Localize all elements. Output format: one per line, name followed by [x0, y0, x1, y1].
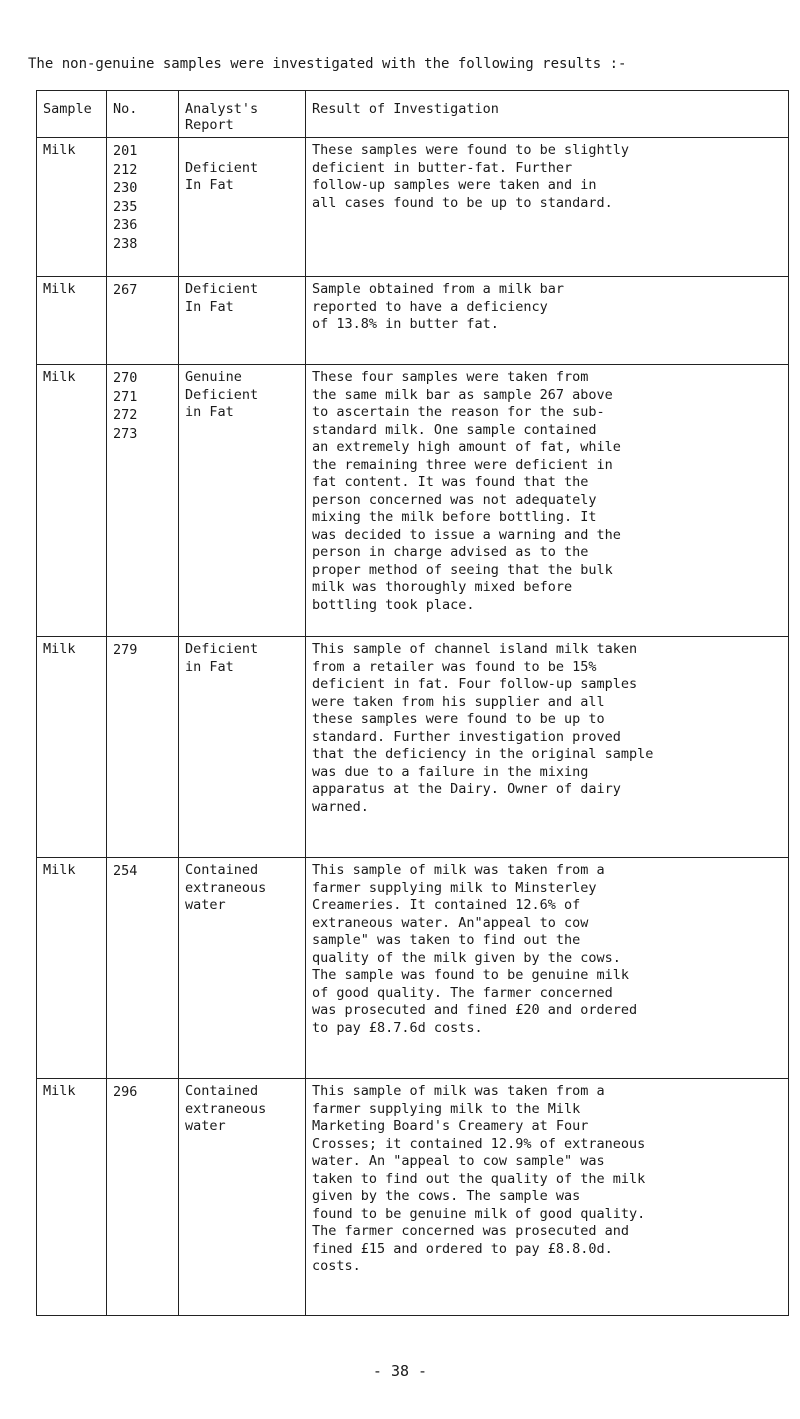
- table-row: [37, 138, 789, 277]
- intro-text: The non-genuine samples were investigated with the following results :-: [28, 56, 627, 72]
- cell-result: Sample obtained from a milk bar reported to have a deficiency of 13.8% in butter fat.: [306, 277, 789, 365]
- table-header-row: [37, 91, 789, 138]
- header-no: No.: [107, 91, 179, 138]
- table-row: [37, 277, 789, 365]
- cell-sample: Milk: [37, 365, 107, 637]
- cell-no: 254: [107, 858, 179, 1079]
- table-row: [37, 858, 789, 1079]
- header-sample: Sample: [37, 91, 107, 138]
- cell-sample: Milk: [37, 277, 107, 365]
- cell-report: Genuine Deficient in Fat: [179, 365, 306, 637]
- cell-result: This sample of milk was taken from a farmer supplying milk to the Milk Marketing Board's Creamery at Four Crosses; it contained 12.9% of extraneous water. An "appeal to cow sample" was taken to find out the quality of the milk given by the cows. The sample was found to be genuine milk of good quality. The farmer concerned was prosecuted and fined £15 and ordered to pay £8.8.0d. costs.: [306, 1079, 789, 1316]
- table-row: [37, 637, 789, 858]
- cell-sample: Milk: [37, 637, 107, 858]
- cell-result: These samples were found to be slightly deficient in butter-fat. Further follow-up samples were taken and in all cases found to be up to standard.: [306, 138, 789, 277]
- table-row: [37, 1079, 789, 1316]
- cell-report: Deficient In Fat: [179, 138, 306, 277]
- cell-sample: Milk: [37, 1079, 107, 1316]
- cell-no: 201 212 230 235 236 238: [107, 138, 179, 277]
- cell-report: Contained extraneous water: [179, 858, 306, 1079]
- cell-report: Deficient In Fat: [179, 277, 306, 365]
- cell-result: These four samples were taken from the same milk bar as sample 267 above to ascertain the reason for the sub- standard milk. One sample contained an extremely high amount of fat, while the remaining three were deficient in fat content. It was found that the person concerned was not adequately mixing the milk before bottling. It was decided to issue a warning and the person in charge advised as to the proper method of seeing that the bulk milk was thoroughly mixed before bottling took place.: [306, 365, 789, 637]
- cell-report: Contained extraneous water: [179, 1079, 306, 1316]
- page-number: - 38 -: [372, 1362, 428, 1380]
- cell-report: Deficient in Fat: [179, 637, 306, 858]
- cell-sample: Milk: [37, 138, 107, 277]
- cell-no: 296: [107, 1079, 179, 1316]
- cell-sample: Milk: [37, 858, 107, 1079]
- cell-no: 279: [107, 637, 179, 858]
- results-table: [36, 90, 789, 1316]
- cell-result: This sample of channel island milk taken from a retailer was found to be 15% deficient in fat. Four follow-up samples were taken from his supplier and all these samples were found to be up to standard. Further investigation proved that the deficiency in the original sample was due to a failure in the mixing apparatus at the Dairy. Owner of dairy warned.: [306, 637, 789, 858]
- cell-no: 267: [107, 277, 179, 365]
- table-row: [37, 365, 789, 637]
- cell-no: 270 271 272 273: [107, 365, 179, 637]
- cell-result: This sample of milk was taken from a farmer supplying milk to Minsterley Creameries. It contained 12.6% of extraneous water. An"appeal to cow sample" was taken to find out the quality of the milk given by the cows. The sample was found to be genuine milk of good quality. The farmer concerned was prosecuted and fined £20 and ordered to pay £8.7.6d costs.: [306, 858, 789, 1079]
- header-result: Result of Investigation: [306, 91, 789, 138]
- header-analysts-report: Analyst's Report: [179, 91, 306, 138]
